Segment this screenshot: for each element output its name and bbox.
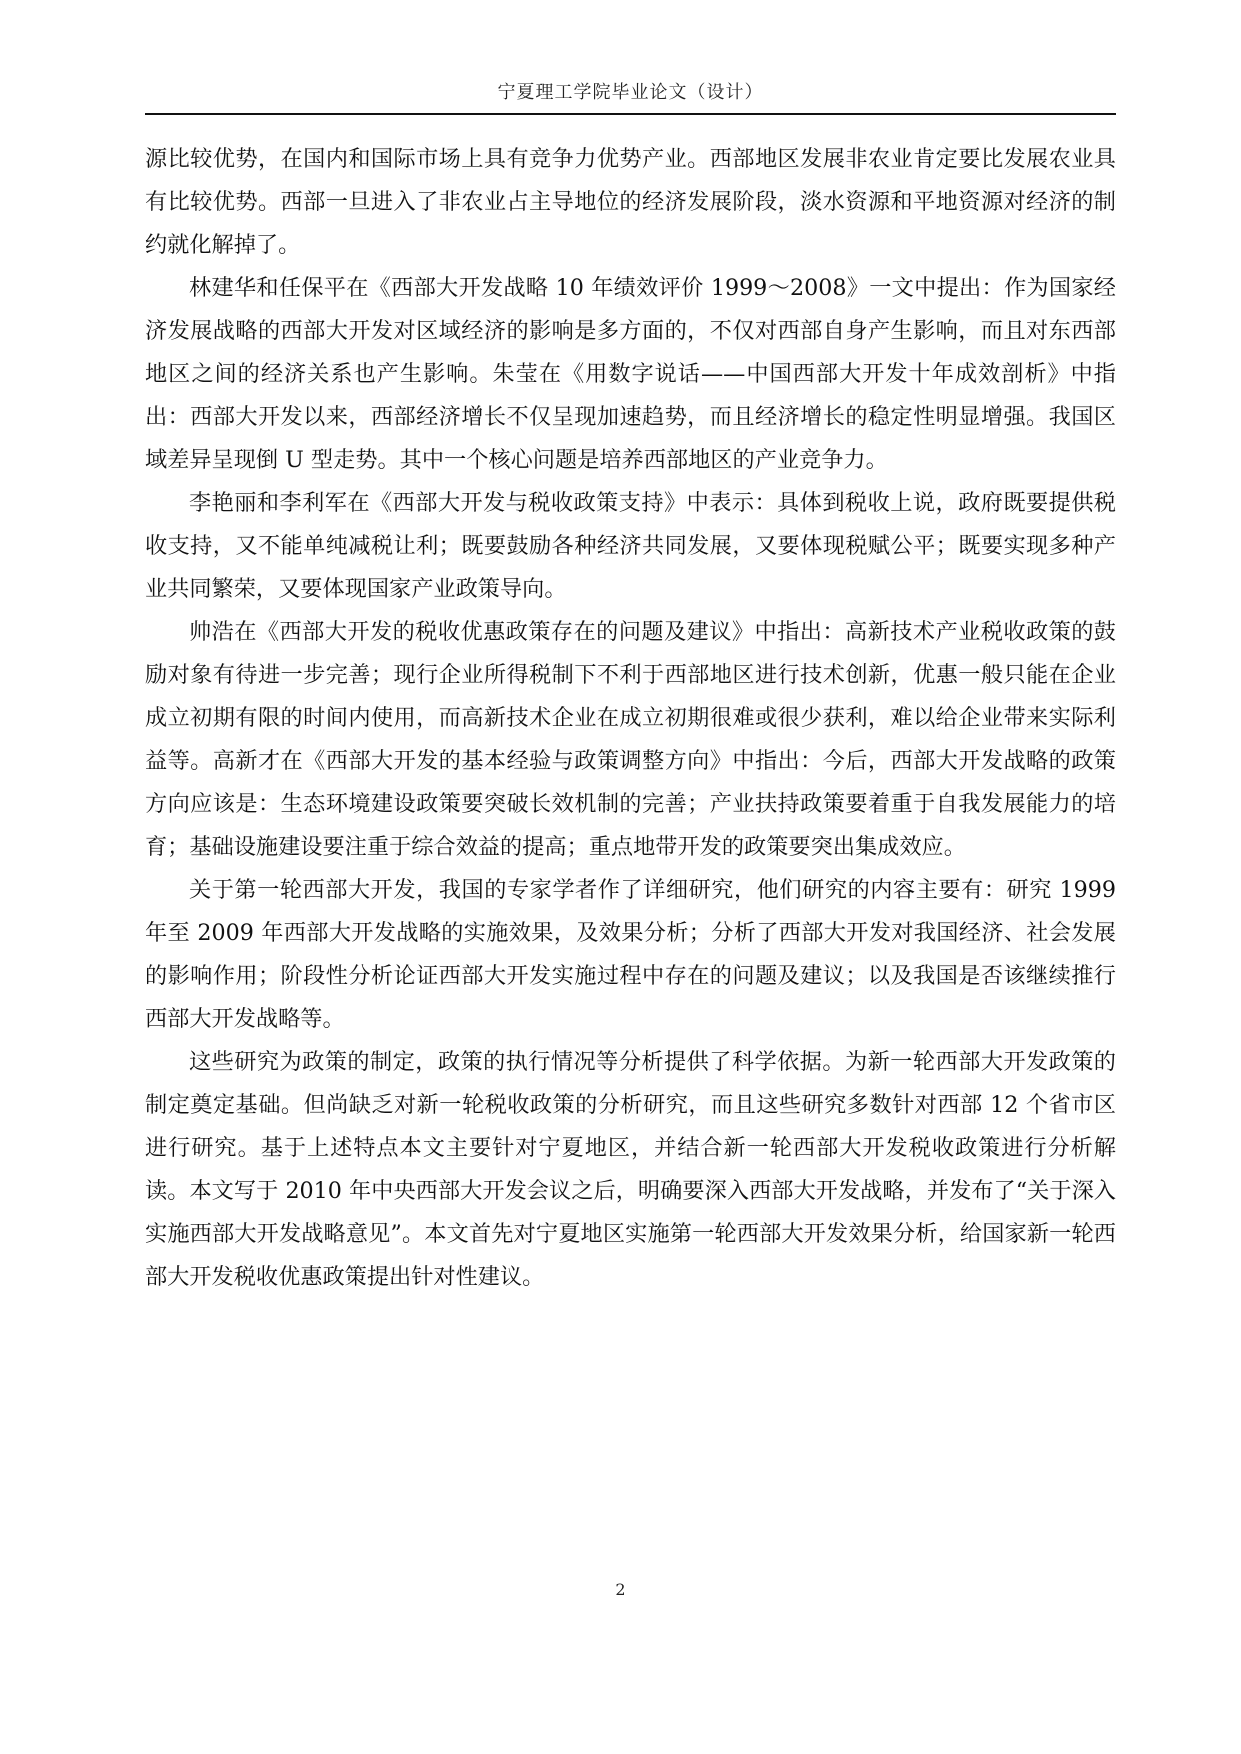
paragraph-2: 林建华和任保平在《西部大开发战略 10 年绩效评价 1999～2008》一文中提出：作为国家经济发展战略的西部大开发对区域经济的影响是多方面的，不仅对西部自身产生影响，而且对东西部地区之间的经济关系也产生影响。朱莹在《用数字说话——中国西部大开发十年成效剖析》中指出：西部大开发以来，西部经济增长不仅呈现加速趋势，而且经济增长的稳定性明显增强。我国区域差异呈现倒 U 型走势。其中一个核心问题是培养西部地区的产业竞争力。 (145, 275, 1116, 473)
page-number: 2 (615, 1580, 626, 1599)
paragraph-5: 关于第一轮西部大开发，我国的专家学者作了详细研究，他们研究的内容主要有：研究 1999 年至 2009 年西部大开发战略的实施效果，及效果分析；分析了西部大开发对我国经济、社会发展的影响作用；阶段性分析论证西部大开发实施过程中存在的问题及建议；以及我国是否该继续推行西部大开发战略等。 (145, 877, 1116, 1032)
page-header: 宁夏理工学院毕业论文（设计） (497, 82, 764, 103)
paragraph-6: 这些研究为政策的制定，政策的执行情况等分析提供了科学依据。为新一轮西部大开发政策的制定奠定基础。但尚缺乏对新一轮税收政策的分析研究，而且这些研究多数针对西部 12 个省市区进行研究。基于上述特点本文主要针对宁夏地区，并结合新一轮西部大开发税收政策进行分析解读。本文写于 2010 年中央西部大开发会议之后，明确要深入西部大开发战略，并发布了“关于深入实施西部大开发战略意见”。本文首先对宁夏地区实施第一轮西部大开发效果分析，给国家新一轮西部大开发税收优惠政策提出针对性建议。 (145, 1049, 1116, 1290)
paragraph-1: 源比较优势，在国内和国际市场上具有竞争力优势产业。西部地区发展非农业肯定要比发展农业具有比较优势。西部一旦进入了非农业占主导地位的经济发展阶段，淡水资源和平地资源对经济的制约就化解掉了。 (145, 146, 1116, 258)
body-text (145, 138, 1116, 1299)
header-divider (145, 113, 1116, 115)
paragraph-3: 李艳丽和李利军在《西部大开发与税收政策支持》中表示：具体到税收上说，政府既要提供税收支持，又不能单纯减税让利；既要鼓励各种经济共同发展，又要体现税赋公平；既要实现多种产业共同繁荣，又要体现国家产业政策导向。 (145, 490, 1116, 602)
paragraph-4: 帅浩在《西部大开发的税收优惠政策存在的问题及建议》中指出：高新技术产业税收政策的鼓励对象有待进一步完善；现行企业所得税制下不利于西部地区进行技术创新，优惠一般只能在企业成立初期有限的时间内使用，而高新技术企业在成立初期很难或很少获利，难以给企业带来实际利益等。高新才在《西部大开发的基本经验与政策调整方向》中指出：今后，西部大开发战略的政策方向应该是：生态环境建设政策要突破长效机制的完善；产业扶持政策要着重于自我发展能力的培育；基础设施建设要注重于综合效益的提高；重点地带开发的政策要突出集成效应。 (145, 619, 1116, 860)
